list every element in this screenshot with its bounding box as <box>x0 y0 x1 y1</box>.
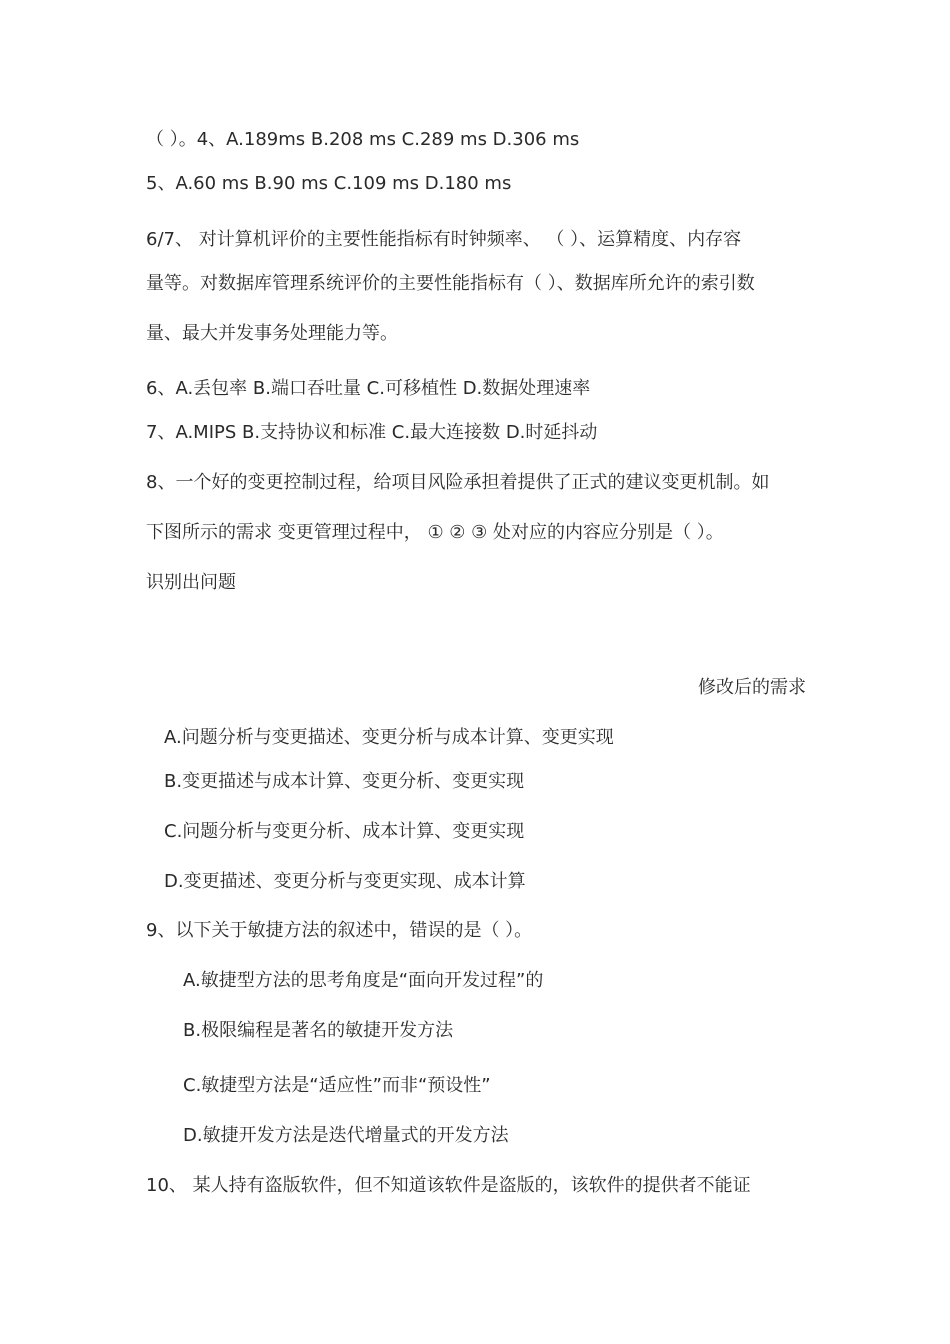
question-6-options: 6、A.丢包率 B.端口吞吐量 C.可移植性 D.数据处理速率 <box>146 378 591 399</box>
question-9-option-a: A.敏捷型方法的思考角度是“面向开发过程”的 <box>183 970 544 991</box>
question-8-option-d: D.变更描述、变更分析与变更实现、成本计算 <box>164 871 526 892</box>
question-8-option-a: A.问题分析与变更描述、变更分析与成本计算、变更实现 <box>164 727 614 748</box>
question-5-options: 5、A.60 ms B.90 ms C.109 ms D.180 ms <box>146 173 512 194</box>
question-8-stem-line-1: 8、一个好的变更控制过程，给项目风险承担着提供了正式的建议变更机制。如 <box>146 472 770 493</box>
question-7-options: 7、A.MIPS B.支持协议和标准 C.最大连接数 D.时延抖动 <box>146 422 598 443</box>
question-6-7-stem-line-3: 量、最大并发事务处理能力等。 <box>146 323 398 344</box>
question-4-options: （ ）。4、A.189ms B.208 ms C.289 ms D.306 ms <box>146 129 580 150</box>
diagram-label-modified-requirement: 修改后的需求 <box>698 677 806 698</box>
question-9-option-d: D.敏捷开发方法是迭代增量式的开发方法 <box>183 1125 509 1146</box>
question-10-stem: 10、 某人持有盗版软件，但不知道该软件是盗版的，该软件的提供者不能证 <box>146 1175 751 1196</box>
question-9-stem: 9、以下关于敏捷方法的叙述中，错误的是（ ）。 <box>146 920 533 941</box>
question-8-option-b: B.变更描述与成本计算、变更分析、变更实现 <box>164 771 525 792</box>
question-6-7-stem-line-2: 量等。对数据库管理系统评价的主要性能指标有（ ）、数据库所允许的索引数 <box>146 273 755 294</box>
question-8-option-c: C.问题分析与变更分析、成本计算、变更实现 <box>164 821 525 842</box>
question-6-7-stem-line-1: 6/7、 对计算机评价的主要性能指标有时钟频率、 （ ）、运算精度、内存容 <box>146 229 742 250</box>
question-9-option-c: C.敏捷型方法是“适应性”而非“预设性” <box>183 1075 491 1096</box>
question-9-option-b: B.极限编程是著名的敏捷开发方法 <box>183 1020 454 1041</box>
question-8-stem-line-2: 下图所示的需求 变更管理过程中， ① ② ③ 处对应的内容应分别是（ ）。 <box>146 522 724 543</box>
diagram-label-identify-problem: 识别出问题 <box>146 572 236 593</box>
